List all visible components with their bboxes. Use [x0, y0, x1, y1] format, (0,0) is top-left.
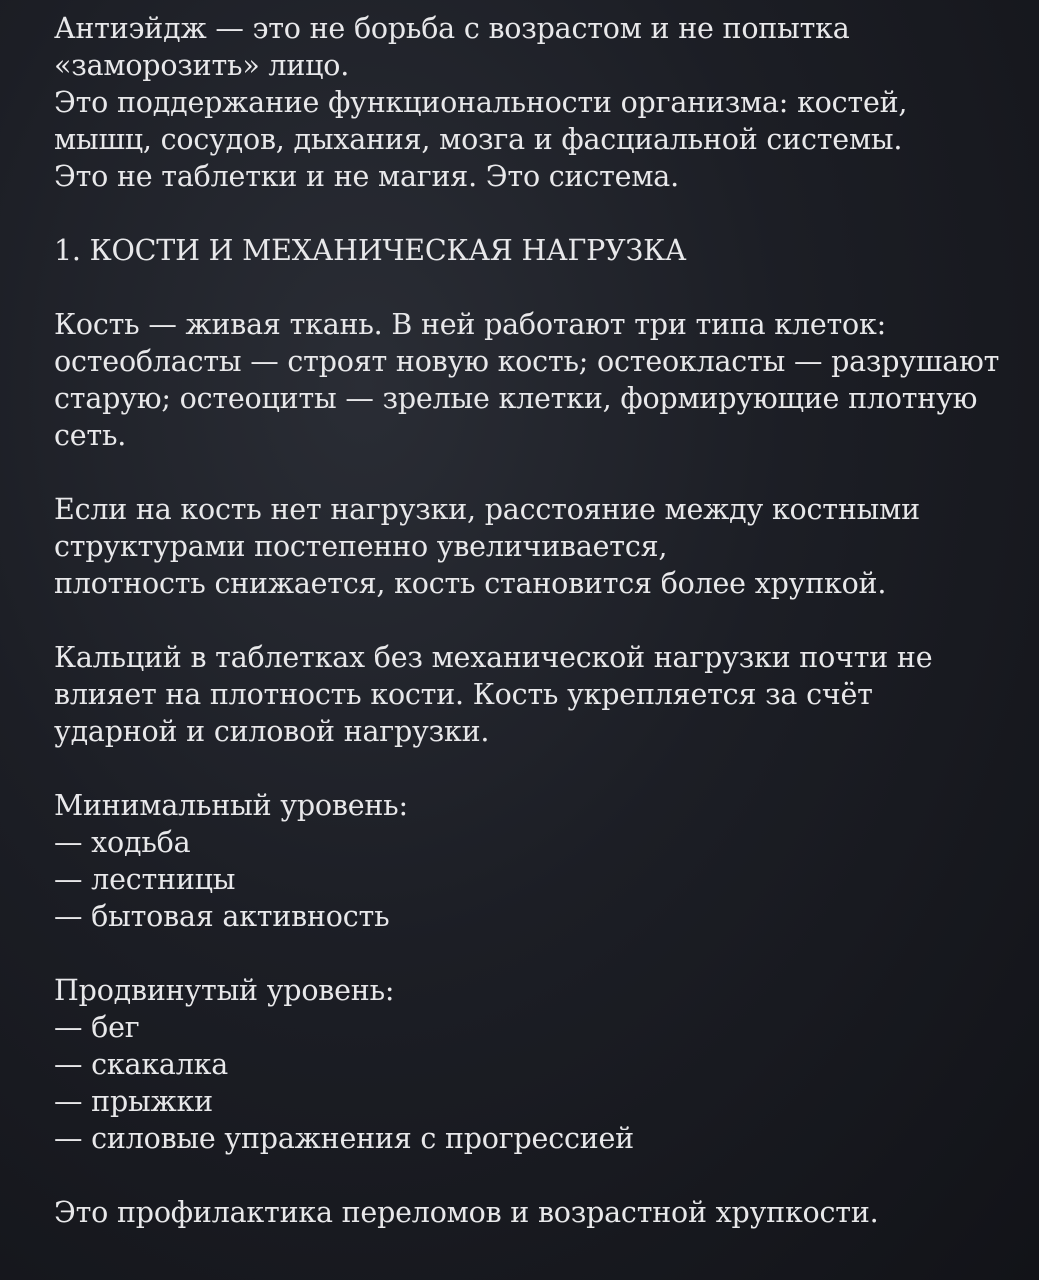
- paragraph-gap: [54, 195, 999, 232]
- text-line: влияет на плотность кости. Кость укрепляется за счёт: [54, 678, 873, 711]
- list-item: — ходьба: [54, 826, 191, 859]
- advanced-level-list: [54, 972, 999, 1157]
- list-item: — силовые упражнения с прогрессией: [54, 1122, 634, 1155]
- text-line: Кость — живая ткань. В ней работают три типа клеток:: [54, 308, 887, 341]
- list-title: Минимальный уровень:: [54, 789, 408, 822]
- no-load-paragraph: [54, 491, 999, 602]
- paragraph-gap: [54, 602, 999, 639]
- text-line: плотность снижается, кость становится более хрупкой.: [54, 567, 887, 600]
- calcium-paragraph: [54, 639, 999, 750]
- list-item: — лестницы: [54, 863, 236, 896]
- bone-cells-paragraph: [54, 306, 999, 454]
- text-line: структурами постепенно увеличивается,: [54, 530, 668, 563]
- text-line: Антиэйдж — это не борьба с возрастом и не попытка: [54, 12, 850, 45]
- text-line: сеть.: [54, 419, 127, 452]
- closing-line: Это профилактика переломов и возрастной хрупкости.: [54, 1196, 879, 1229]
- paragraph-gap: [54, 454, 999, 491]
- text-line: Кальций в таблетках без механической нагрузки почти не: [54, 641, 933, 674]
- paragraph-gap: [54, 935, 999, 972]
- intro-paragraph: [54, 10, 999, 195]
- text-line: Это поддержание функциональности организма: костей,: [54, 86, 908, 119]
- paragraph-gap: [54, 1157, 999, 1194]
- text-line: остеобласты — строят новую кость; остеокласты — разрушают: [54, 345, 1000, 378]
- list-item: — скакалка: [54, 1048, 229, 1081]
- list-title: Продвинутый уровень:: [54, 974, 395, 1007]
- text-line: старую; остеоциты — зрелые клетки, формирующие плотную: [54, 382, 978, 415]
- minimal-level-list: [54, 787, 999, 935]
- text-line: Это не таблетки и не магия. Это система.: [54, 160, 679, 193]
- list-item: — бытовая активность: [54, 900, 390, 933]
- text-line: мышц, сосудов, дыхания, мозга и фасциальной системы.: [54, 123, 903, 156]
- section-heading: 1. КОСТИ И МЕХАНИЧЕСКАЯ НАГРУЗКА: [54, 234, 687, 267]
- list-item: — прыжки: [54, 1085, 213, 1118]
- paragraph-gap: [54, 750, 999, 787]
- text-line: «заморозить» лицо.: [54, 49, 350, 82]
- text-line: Если на кость нет нагрузки, расстояние между костными: [54, 493, 920, 526]
- paragraph-gap: [54, 269, 999, 306]
- text-line: ударной и силовой нагрузки.: [54, 715, 490, 748]
- list-item: — бег: [54, 1011, 140, 1044]
